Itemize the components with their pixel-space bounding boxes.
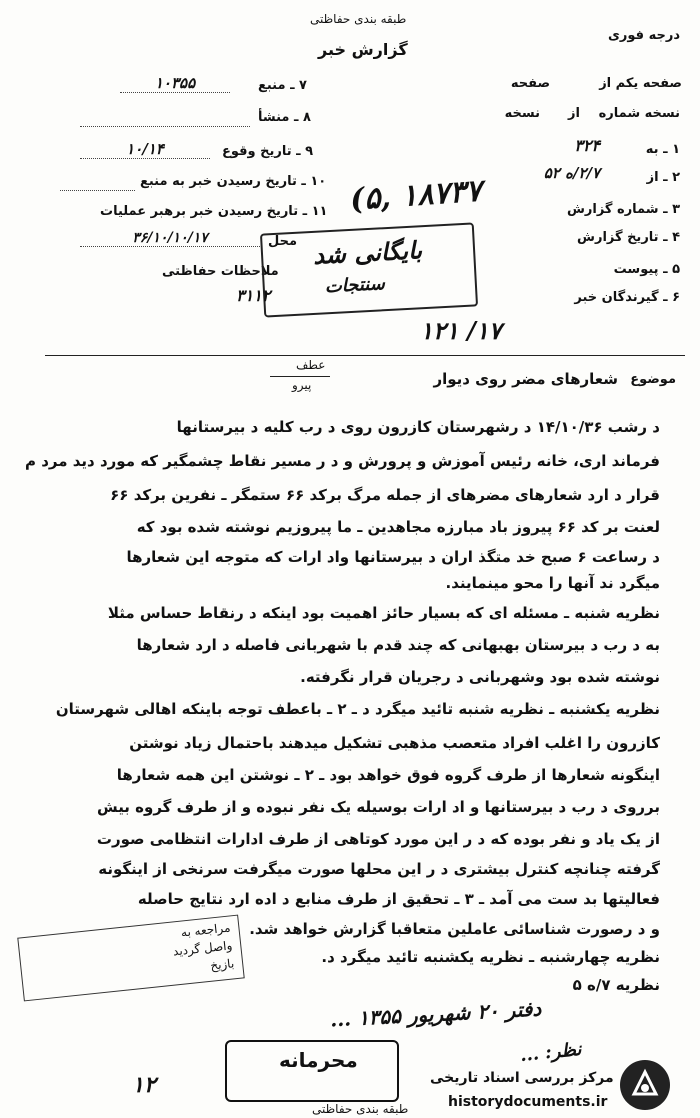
page-number: ۱۲ xyxy=(132,1072,156,1098)
field-7-value: ۱۰۳۵۵ xyxy=(120,74,230,93)
field-5-label: ۵ ـ پیوست xyxy=(613,262,680,277)
field-8-label: ۸ ـ منشأ xyxy=(258,110,311,125)
subject-text: شعارهای مضر روی دیوار xyxy=(433,370,618,388)
body-line: فعالیتها بد ست می آمد ـ ۳ ـ تحقیق از طرف منابع د اده ارد نتایج حاصله xyxy=(137,890,660,908)
handwritten-report-number: (۵, ۱۸۷۳۷ xyxy=(348,173,483,218)
body-line: لعنت بر کد ۶۶ پیروز باد مبارزه مجاهدین ـ ما پیروزیم نوشته شده بود که xyxy=(136,518,660,536)
signature-note: نظر: ... xyxy=(519,1038,583,1067)
recipient-code: ۳۱۱۲ xyxy=(236,286,271,305)
body-line: قرار د ارد شعارهای مضرهای از جمله مرگ برکد ۶۶ ستمگر ـ نفرین برکد ۶۶ xyxy=(110,486,660,504)
body-line: برروی د رب د بیرستانها و اد ارات بوسیله یک نفر نبوده و از طرف گروه بیش xyxy=(96,798,660,816)
seal-text: محرمانه xyxy=(279,1048,358,1072)
atf-divider xyxy=(270,376,330,377)
body-line: از یک یاد و نفر بوده که د ر این مورد کوتاهی از طرف ادارات انتظامی صورت xyxy=(96,830,660,848)
body-line: گرفته چنانچه کنترل بیشتری د ر این محلها صورت میگرفت سرنخی از اینگونه xyxy=(98,860,660,878)
field-1-label: ۱ ـ به xyxy=(645,142,680,157)
field-9-label: ۹ ـ تاریخ وقوع xyxy=(222,144,314,159)
field-12-label: محل xyxy=(268,234,298,249)
body-line: اینگونه شعارها از طرف گروه فوق خواهد بود ـ ۲ ـ نوشتن این همه شعارها xyxy=(116,766,660,784)
margin-line-1: مراجعه به xyxy=(180,920,232,940)
field-10-line xyxy=(60,190,135,191)
field-2-value: ۲/۷/ه ۵۲ xyxy=(543,164,600,182)
watermark-title: مرکز بررسی اسناد تاریخی xyxy=(430,1070,614,1086)
body-line: نوشته شده بود وشهربانی د رجریان قرار نگرفته. xyxy=(300,668,660,686)
body-line: فرماند اری، خانه رئیس آموزش و پرورش و د ر مسیر نقاط چشمگیر که مورد دید مرد م xyxy=(24,452,660,470)
classification-bottom: طبقه بندی حفاظتی xyxy=(312,1102,409,1116)
body-line: نظریه ۷/ه ۵ xyxy=(572,976,660,994)
priority-label: درجه فوری xyxy=(608,28,680,43)
peyro-label: پیرو xyxy=(292,378,312,392)
field-12-value: ۳۶/۱۰/۱۰/۱۷ xyxy=(80,230,260,247)
body-line: و د رصورت شناسائی عاملین متعاقبا گزارش خواهد شد. xyxy=(249,920,660,938)
field-6-label: ۶ ـ گیرندگان خبر xyxy=(574,290,680,305)
copy-suffix: نسخه xyxy=(504,106,540,121)
margin-line-3: بازیخ xyxy=(209,956,235,973)
field-1-value: ۳۲۴ xyxy=(574,136,600,155)
bottom-seal xyxy=(225,1040,399,1102)
copy-number-label: نسخه شماره xyxy=(598,106,680,121)
bottom-handwritten-note: دفتر ۲۰ شهریور ۱۳۵۵ ... xyxy=(329,996,542,1032)
field-13-label: ملاحظات حفاظتی xyxy=(162,264,279,279)
body-line: به د رب د بیرستان بهبهانی که چند قدم با شهربانی فاصله د ارد شعارها xyxy=(136,636,660,654)
field-3-label: ۳ ـ شماره گزارش xyxy=(566,202,680,217)
margin-line-2: واصل گردید xyxy=(172,938,233,959)
field-11-label: ۱۱ ـ تاریخ رسیدن خبر برهبر عملیات xyxy=(100,204,328,219)
stamp-text: بایگانی شد xyxy=(312,235,423,270)
body-line: د رشب ۱۴/۱۰/۳۶ د رشهرستان کازرون روی د رب کلیه د بیرستانها xyxy=(176,418,660,436)
archive-stamp xyxy=(260,222,478,317)
separator-line xyxy=(45,355,685,356)
handwritten-small-mark: ۱۲۱ /۱۷ xyxy=(420,316,502,345)
field-2-label: ۲ ـ از xyxy=(646,170,680,185)
body-line: د رساعت ۶ صبح خد متگذ اران د بیرستانها واد ارات که متوجه این شعارها xyxy=(126,548,660,566)
page-suffix: صفحه xyxy=(510,76,550,91)
page-number-label: صفحه یکم از xyxy=(599,76,682,91)
watermark-url: historydocuments.ir xyxy=(448,1094,608,1110)
copy-mid: از xyxy=(568,106,580,121)
atf-label: عطف xyxy=(296,358,326,372)
body-line: میگرد ند آنها را محو مینمایند. xyxy=(445,574,660,592)
classification-top: طبقه بندی حفاظتی xyxy=(310,12,407,26)
field-7-label: ۷ ـ منبع xyxy=(258,78,307,93)
field-9-value: ۱۰/۱۴ xyxy=(80,140,210,159)
body-line: نظریه یکشنبه ـ نظریه شنبه تائید میگرد د ـ ۲ ـ باعطف توجه باینکه اهالی شهرستان xyxy=(55,700,660,718)
body-line: نظریه شنبه ـ مسئله ای که بسیار حائز اهمیت بود اینکه د رنقاط حساس مثلا xyxy=(107,604,660,622)
subject-label: موضوع xyxy=(630,372,676,387)
stamp-subtext: سنتجات xyxy=(324,273,386,298)
watermark-logo-icon xyxy=(620,1060,670,1110)
field-8-line xyxy=(80,126,250,127)
body-line: نظریه چهارشنبه ـ نظریه یکشنبه تائید میگرد د. xyxy=(321,948,660,966)
body-line: کازرون را اغلب افراد متعصب مذهبی تشکیل میدهند باحتمال زیاد نوشتن xyxy=(129,734,660,752)
field-4-label: ۴ ـ تاریخ گزارش xyxy=(577,230,680,245)
report-title: گزارش خبر xyxy=(318,40,408,59)
field-10-label: ۱۰ ـ تاریخ رسیدن خبر به منبع xyxy=(140,174,327,189)
